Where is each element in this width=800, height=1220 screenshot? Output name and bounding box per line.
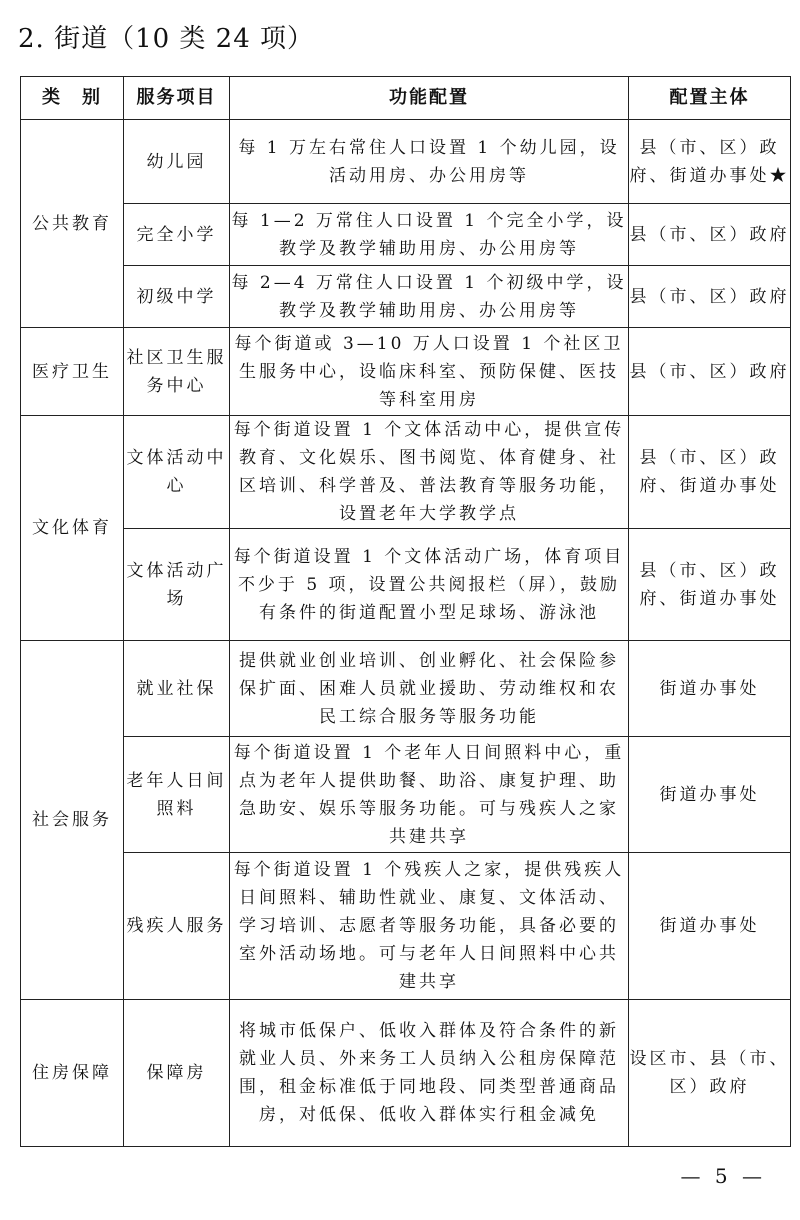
service-table	[20, 76, 791, 1147]
header-body: 配置主体	[629, 77, 791, 120]
function-cell: 每个街道设置 1 个文体活动中心，提供宣传教育、文化娱乐、图书阅览、体育健身、社区培训、科学普及、普法教育等服务功能，设置老年大学教学点	[230, 416, 629, 529]
category-cell: 文化体育	[21, 416, 124, 641]
table-row	[21, 737, 791, 853]
function-cell: 每个街道或 3—10 万人口设置 1 个社区卫生服务中心，设临床科室、预防保健、医技等科室用房	[230, 328, 629, 416]
function-cell: 将城市低保户、低收入群体及符合条件的新就业人员、外来务工人员纳入公租房保障范围，租金标准低于同地段、同类型普通商品房，对低保、低收入群体实行租金减免	[230, 1000, 629, 1147]
body-cell: 县（市、区）政府	[629, 328, 791, 416]
category-cell: 公共教育	[21, 120, 124, 328]
header-category: 类 别	[21, 77, 124, 120]
table-row	[21, 120, 791, 204]
item-cell: 初级中学	[124, 266, 230, 328]
function-cell: 每 1 万左右常住人口设置 1 个幼儿园，设活动用房、办公用房等	[230, 120, 629, 204]
body-cell: 县（市、区）政府	[629, 266, 791, 328]
header-function: 功能配置	[230, 77, 629, 120]
function-cell: 提供就业创业培训、创业孵化、社会保险参保扩面、困难人员就业援助、劳动维权和农民工综合服务等服务功能	[230, 641, 629, 737]
table-row	[21, 641, 791, 737]
item-cell: 社区卫生服务中心	[124, 328, 230, 416]
body-cell: 县（市、区）政府、街道办事处	[629, 529, 791, 641]
table-header-row	[21, 77, 791, 120]
table-row	[21, 1000, 791, 1147]
header-item: 服务项目	[124, 77, 230, 120]
function-cell: 每 1—2 万常住人口设置 1 个完全小学，设教学及教学辅助用房、办公用房等	[230, 204, 629, 266]
table-row	[21, 529, 791, 641]
item-cell: 残疾人服务	[124, 853, 230, 1000]
item-cell: 文体活动广场	[124, 529, 230, 641]
function-cell: 每个街道设置 1 个文体活动广场，体育项目不少于 5 项，设置公共阅报栏（屏），鼓励有条件的街道配置小型足球场、游泳池	[230, 529, 629, 641]
body-cell: 县（市、区）政府、街道办事处	[629, 416, 791, 529]
item-cell: 完全小学	[124, 204, 230, 266]
body-cell: 县（市、区）政府	[629, 204, 791, 266]
item-cell: 文体活动中心	[124, 416, 230, 529]
category-cell: 住房保障	[21, 1000, 124, 1147]
table-row	[21, 328, 791, 416]
function-cell: 每 2—4 万常住人口设置 1 个初级中学，设教学及教学辅助用房、办公用房等	[230, 266, 629, 328]
function-cell: 每个街道设置 1 个老年人日间照料中心，重点为老年人提供助餐、助浴、康复护理、助急助安、娱乐等服务功能。可与残疾人之家共建共享	[230, 737, 629, 853]
body-cell: 街道办事处	[629, 853, 791, 1000]
body-cell: 街道办事处	[629, 641, 791, 737]
page-number: — 5 —	[680, 1164, 766, 1188]
table-row	[21, 204, 791, 266]
body-cell: 街道办事处	[629, 737, 791, 853]
function-cell: 每个街道设置 1 个残疾人之家，提供残疾人日间照料、辅助性就业、康复、文体活动、学习培训、志愿者等服务功能，具备必要的室外活动场地。可与老年人日间照料中心共建共享	[230, 853, 629, 1000]
body-cell: 设区市、县（市、区）政府	[629, 1000, 791, 1147]
table-row	[21, 266, 791, 328]
table-row	[21, 416, 791, 529]
table-row	[21, 853, 791, 1000]
category-cell: 医疗卫生	[21, 328, 124, 416]
section-heading: 2. 街道（10 类 24 项）	[18, 24, 315, 54]
category-cell: 社会服务	[21, 641, 124, 1000]
item-cell: 保障房	[124, 1000, 230, 1147]
item-cell: 老年人日间照料	[124, 737, 230, 853]
item-cell: 幼儿园	[124, 120, 230, 204]
item-cell: 就业社保	[124, 641, 230, 737]
body-cell: 县（市、区）政府、街道办事处★	[629, 120, 791, 204]
